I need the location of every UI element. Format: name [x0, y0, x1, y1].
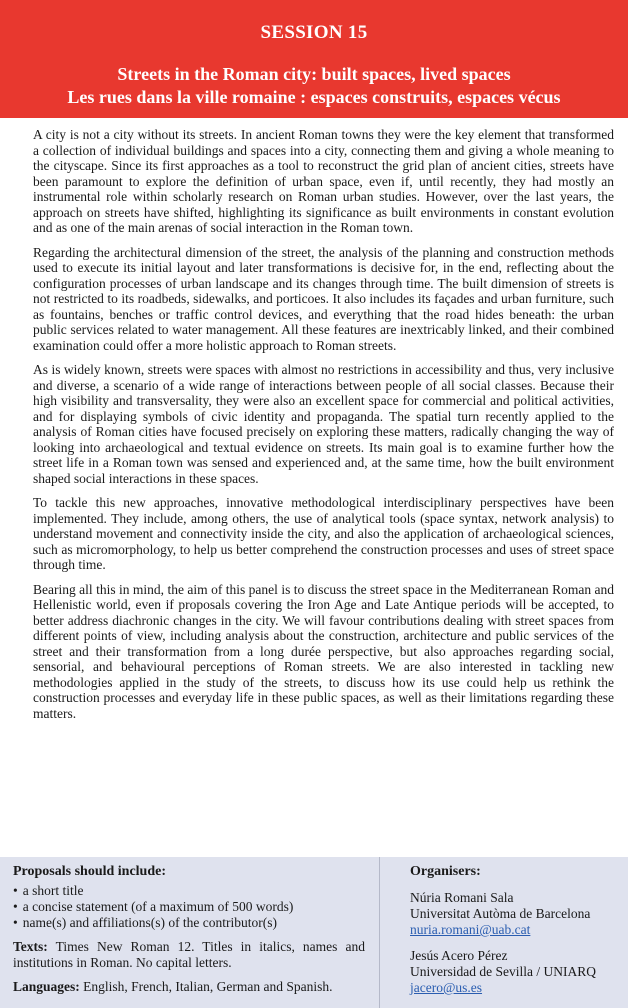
organiser-affiliation: Universidad de Sevilla / UNIARQ	[410, 964, 596, 979]
list-item: • a concise statement (of a maximum of 500 words)	[13, 899, 365, 915]
proposals-heading: Proposals should include:	[13, 864, 167, 879]
organiser-2	[410, 948, 618, 996]
texts-requirements	[13, 939, 365, 971]
session-description	[0, 118, 628, 721]
info-footer	[0, 857, 628, 1008]
organisers-heading: Organisers:	[410, 864, 481, 879]
organiser-email-link[interactable]: jacero@us.es	[410, 980, 483, 995]
organisers-panel	[380, 857, 628, 1008]
organiser-name: Núria Romani Sala	[410, 890, 514, 905]
proposals-panel	[0, 857, 380, 1008]
paragraph-1: A city is not a city without its streets. In ancient Roman towns they were the key element that transformed a collection of individual buildings and spaces into a city, connecting them and giving a whole meaning to the cityscape. Since its first approaches as a tool to reconstruct the grid plan of ancient cities, streets have been paramount to explore the definition of urban space, even if, until recently, they had mostly an instrumental role within scholarly research on Roman urban studies. However, over the last years, the approach on streets have shifted, highlighting its significance as built environments in constant evolution and as one of the main arenas of social interaction in the Roman town.	[33, 127, 614, 235]
session-title-english: Streets in the Roman city: built spaces, lived spaces	[117, 64, 511, 84]
languages-value: English, French, Italian, German and Spanish.	[83, 979, 333, 994]
organiser-name: Jesús Acero Pérez	[410, 948, 508, 963]
texts-value: Times New Roman 12. Titles in italics, names and institutions in Roman. No capital letters.	[13, 939, 365, 970]
paragraph-5: Bearing all this in mind, the aim of this panel is to discuss the street space in the Mediterranean Roman and Hellenistic world, even if proposals covering the Iron Age and Late Antique periods will be accepted, to better address diachronic changes in the city. We will favour contributions dealing with street spaces from different points of view, including analysis about the construction, architecture and public services of the street and their transformation from a long durée perspective, but also approaches regarding social, sensorial, and behavioural perceptions of Roman streets. We are also interested in tackling new methodologies applied in the study of the streets, to discuss how its use could help us rethink the construction processes and everyday life in these public spaces, as well as their limitations regarding these matters.	[33, 581, 614, 721]
list-item: • name(s) and affiliations(s) of the contributor(s)	[13, 915, 365, 931]
languages	[13, 979, 365, 995]
list-item: • a short title	[13, 883, 365, 899]
session-header	[0, 0, 628, 118]
paragraph-2: Regarding the architectural dimension of the street, the analysis of the planning and construction methods used to execute its initial layout and later transformations is decisive for, in the end, reflecting about the configuration processes of urban landscape and its changes through time. The built dimension of streets is not restricted to its roadbeds, sidewalks, and porticoes. It also includes its façades and urban furniture, such as fountains, benches or traffic control devices, and everything that the road hides beneath: the urban public services related to water management. All these features are inextricably linked, and their combined examination could offer a more holistic approach to Roman streets.	[33, 244, 614, 353]
session-title-french: Les rues dans la ville romaine : espaces construits, espaces vécus	[67, 87, 561, 107]
paragraph-3: As is widely known, streets were spaces with almost no restrictions in accessibility and thus, very inclusive and diverse, a scenario of a wide range of interactions between people of all social classes. Because their high visibility and transversality, they were also an excellent space for commercial and political activities, and for displaying symbols of civic identity and propaganda. The spatial turn recently applied to the analysis of Roman cities have focused precisely on exploring these matters, radically changing the way of looking into archaeological and textual evidence on streets. Its main goal is to examine further how the street life in a Roman town was sensed and experienced and, at the same time, how the built environment shaped social interactions in these spaces.	[33, 362, 614, 486]
languages-label: Languages:	[13, 979, 80, 994]
organiser-email-link[interactable]: nuria.romani@uab.cat	[410, 922, 531, 937]
organiser-1	[410, 890, 618, 938]
proposals-list	[13, 883, 365, 931]
session-number: SESSION 15	[260, 22, 368, 43]
texts-label: Texts:	[13, 939, 48, 954]
organiser-affiliation: Universitat Autòma de Barcelona	[410, 906, 591, 921]
paragraph-4: To tackle this new approaches, innovative methodological interdisciplinary perspectives have been implemented. They include, among others, the use of analytical tools (space syntax, network analysis) to understand movement and connectivity inside the city, and also the application of archaeological sciences, such as micromorphology, to help us better comprehend the construction processes and uses of street space through time.	[33, 495, 614, 572]
